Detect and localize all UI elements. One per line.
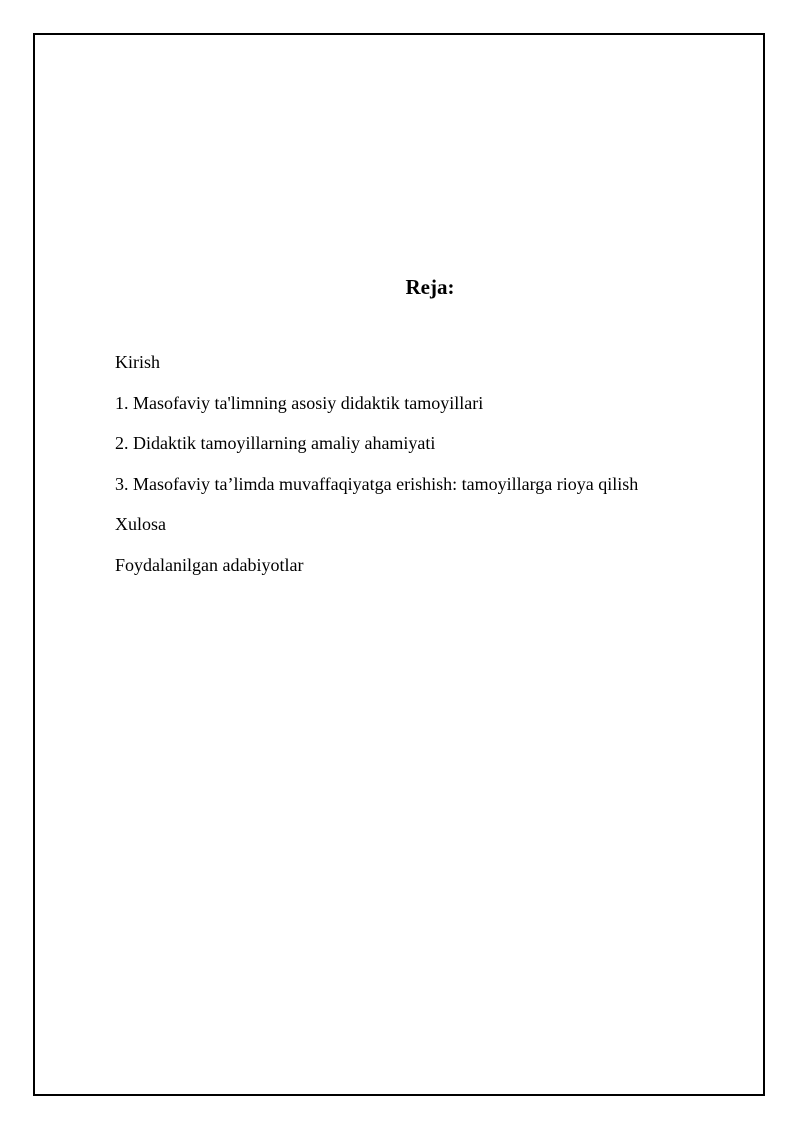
toc-item-3: 3. Masofaviy ta’limda muvaffaqiyatga erishish: tamoyillarga rioya qilish [115, 473, 639, 494]
toc-item-references: Foydalanilgan adabiyotlar [115, 554, 304, 575]
toc-item-introduction: Kirish [115, 352, 160, 372]
table-of-contents [115, 350, 638, 593]
page-title: Reja: [405, 275, 455, 299]
toc-item-1: 1. Masofaviy ta'limning asosiy didaktik tamoyillari [115, 392, 484, 413]
toc-item-conclusion: Xulosa [115, 514, 166, 534]
toc-item-2: 2. Didaktik tamoyillarning amaliy ahamiyati [115, 433, 436, 453]
